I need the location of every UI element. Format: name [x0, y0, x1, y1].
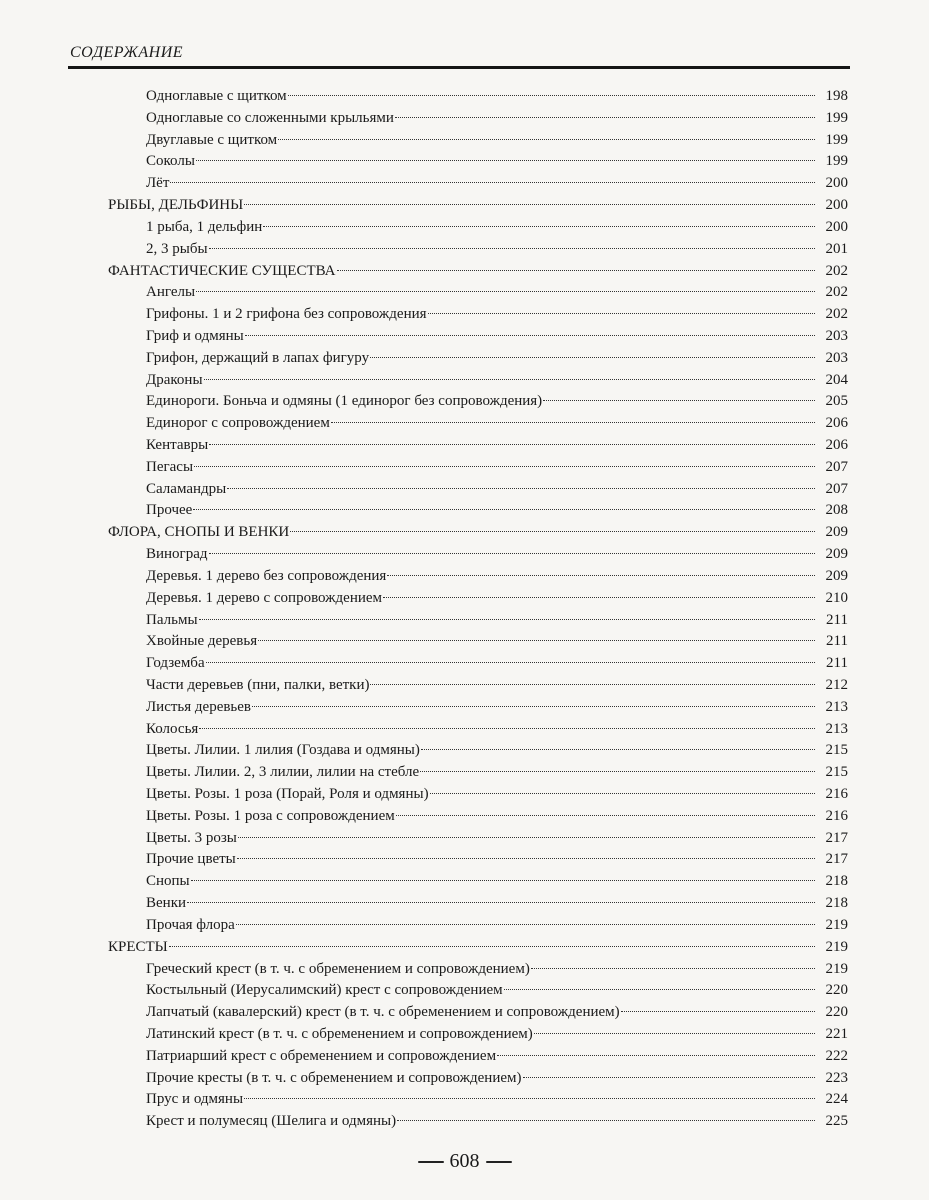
toc-entry-row	[0, 304, 929, 326]
header-rule	[68, 66, 850, 69]
dot-leader	[169, 946, 815, 947]
dot-leader	[497, 1055, 815, 1056]
toc-entry-row	[0, 1111, 929, 1133]
toc-entry-row	[0, 959, 929, 981]
toc-entry-label: Костыльный (Иерусалимский) крест с сопровождением	[146, 982, 503, 999]
toc-entry-row	[0, 653, 929, 675]
toc-entry-label: Деревья. 1 дерево без сопровождения	[146, 567, 387, 584]
toc-entry-label: Латинский крест (в т. ч. с обременением и сопровождением)	[146, 1025, 533, 1042]
toc-page-number: 221	[825, 1025, 848, 1042]
dot-leader	[370, 357, 815, 358]
toc-page-number: 217	[825, 829, 848, 846]
dot-leader	[236, 924, 815, 925]
toc-page-number: 199	[825, 153, 848, 170]
toc-entry-label: Пальмы	[146, 611, 198, 628]
dot-leader	[199, 728, 815, 729]
toc-page-number: 220	[825, 982, 848, 999]
toc-page-number: 225	[825, 1113, 848, 1130]
toc-entry-label: Цветы. Лилии. 1 лилия (Гоздава и одмяны)	[146, 742, 420, 759]
toc-entry-row	[0, 151, 929, 173]
toc-entry-row	[0, 871, 929, 893]
toc-page-number: 203	[825, 327, 848, 344]
toc-page-number: 205	[825, 393, 848, 410]
dot-leader	[209, 444, 815, 445]
footer-dash-left	[418, 1161, 444, 1163]
toc-entry-label: Венки	[146, 895, 187, 912]
toc-entry-row	[0, 413, 929, 435]
toc-entry-row	[0, 108, 929, 130]
dot-leader	[263, 226, 815, 227]
toc-entry-label: 1 рыба, 1 дельфин	[146, 218, 263, 235]
toc-page-number: 202	[825, 284, 848, 301]
toc-entry-row	[0, 173, 929, 195]
toc-page-number: 217	[825, 851, 848, 868]
toc-entry-label: Грифон, держащий в лапах фигуру	[146, 349, 370, 366]
dot-leader	[209, 248, 815, 249]
table-of-contents	[0, 86, 929, 1133]
toc-entry-label: ФЛОРА, СНОПЫ И ВЕНКИ	[108, 524, 290, 541]
toc-entry-label: Саламандры	[146, 480, 227, 497]
dot-leader	[397, 1120, 815, 1121]
toc-page-number: 211	[826, 633, 848, 650]
toc-entry-label: Ангелы	[146, 284, 196, 301]
toc-entry-label: КРЕСТЫ	[108, 938, 168, 955]
toc-page-number: 219	[825, 938, 848, 955]
toc-entry-row	[0, 457, 929, 479]
toc-page-number: 218	[825, 873, 848, 890]
toc-entry-row	[0, 217, 929, 239]
toc-entry-label: Цветы. Розы. 1 роза (Порай, Роля и одмяны)	[146, 786, 429, 802]
toc-entry-label: Прочие кресты (в т. ч. с обременением и сопровождением)	[146, 1069, 522, 1086]
toc-page-number: 211	[826, 611, 848, 628]
toc-entry-label: Греческий крест (в т. ч. с обременением и сопровождением)	[146, 960, 530, 977]
toc-page-number: 201	[825, 240, 848, 257]
toc-entry-row	[0, 1089, 929, 1111]
toc-entry-row	[0, 1046, 929, 1068]
dot-leader	[258, 640, 815, 641]
toc-entry-label: Крест и полумесяц (Шелига и одмяны)	[146, 1113, 397, 1130]
dot-leader	[420, 771, 815, 772]
dot-leader	[193, 509, 815, 510]
toc-entry-label: Снопы	[146, 873, 190, 890]
toc-page-number: 199	[825, 131, 848, 148]
toc-section-row	[0, 937, 929, 959]
toc-entry-row	[0, 675, 929, 697]
toc-section-row	[0, 261, 929, 283]
toc-entry-row	[0, 391, 929, 413]
dot-leader	[290, 531, 815, 532]
toc-entry-row	[0, 86, 929, 108]
toc-page-number: 207	[825, 458, 848, 475]
toc-page-number: 202	[825, 306, 848, 323]
dot-leader	[244, 1098, 815, 1099]
toc-entry-label: Единороги. Боньча и одмяны (1 единорог без сопровождения)	[146, 393, 543, 410]
dot-leader	[187, 902, 815, 903]
toc-page-number: 218	[825, 895, 848, 912]
toc-page-number: 207	[825, 480, 848, 497]
dot-leader	[396, 815, 815, 816]
toc-entry-row	[0, 544, 929, 566]
toc-entry-row	[0, 130, 929, 152]
toc-page-number: 200	[825, 197, 848, 214]
toc-entry-row	[0, 566, 929, 588]
toc-entry-row	[0, 282, 929, 304]
toc-entry-label: Цветы. Лилии. 2, 3 лилии, лилии на стебле	[146, 764, 420, 781]
footer-dash-right	[486, 1161, 512, 1163]
toc-entry-row	[0, 239, 929, 261]
toc-entry-label: Кентавры	[146, 437, 209, 453]
toc-page-number: 206	[825, 415, 848, 432]
toc-page-number: 209	[825, 546, 848, 563]
toc-entry-label: Соколы	[146, 153, 195, 170]
toc-page-number: 202	[825, 262, 848, 279]
toc-page-number: 200	[825, 175, 848, 192]
toc-entry-row	[0, 893, 929, 915]
toc-entry-label: Цветы. Розы. 1 роза с сопровождением	[146, 807, 395, 824]
dot-leader	[238, 837, 815, 838]
page-number: 608	[449, 1150, 480, 1172]
toc-entry-label: Листья деревьев	[146, 698, 252, 715]
toc-entry-label: Патриарший крест с обременением и сопровождением	[146, 1047, 497, 1064]
toc-entry-row	[0, 762, 929, 784]
toc-entry-row	[0, 828, 929, 850]
dot-leader	[196, 291, 815, 292]
dot-leader	[504, 989, 815, 990]
toc-entry-row	[0, 980, 929, 1002]
toc-page-number: 210	[825, 589, 848, 606]
dot-leader	[421, 749, 815, 750]
toc-entry-row	[0, 719, 929, 741]
toc-entry-label: Единорог с сопровождением	[146, 415, 330, 432]
toc-section-row	[0, 195, 929, 217]
toc-entry-row	[0, 1024, 929, 1046]
toc-page-number: 209	[825, 567, 848, 584]
toc-entry-label: РЫБЫ, ДЕЛЬФИНЫ	[108, 197, 244, 214]
toc-page-number: 213	[825, 698, 848, 715]
dot-leader	[199, 619, 815, 620]
dot-leader	[534, 1033, 815, 1034]
toc-entry-row	[0, 784, 929, 806]
toc-entry-label: Годземба	[146, 655, 205, 672]
dot-leader	[278, 139, 815, 140]
toc-entry-row	[0, 435, 929, 457]
toc-entry-row	[0, 370, 929, 392]
dot-leader	[196, 160, 815, 161]
toc-entry-label: Прочее	[146, 502, 193, 519]
toc-entry-label: Хвойные деревья	[146, 633, 258, 650]
toc-entry-row	[0, 806, 929, 828]
toc-entry-row	[0, 588, 929, 610]
toc-entry-label: Части деревьев (пни, палки, ветки)	[146, 676, 370, 693]
dot-leader	[383, 597, 815, 598]
toc-page-number: 200	[825, 218, 848, 235]
toc-entry-row	[0, 1002, 929, 1024]
toc-page-number: 219	[825, 916, 848, 933]
toc-page-number: 216	[825, 807, 848, 824]
dot-leader	[194, 466, 815, 467]
dot-leader	[337, 270, 815, 271]
toc-page-number: 206	[825, 437, 848, 453]
toc-entry-label: Виноград	[146, 546, 208, 563]
toc-page-number: 209	[825, 524, 848, 541]
toc-entry-label: Одноглавые с щитком	[146, 88, 287, 104]
toc-entry-row	[0, 500, 929, 522]
dot-leader	[191, 880, 815, 881]
toc-entry-label: Лёт	[146, 175, 170, 192]
toc-entry-label: Колосья	[146, 720, 199, 737]
dot-leader	[252, 706, 815, 707]
dot-leader	[237, 858, 815, 859]
dot-leader	[387, 575, 815, 576]
toc-page-number: 224	[825, 1091, 848, 1108]
dot-leader	[370, 684, 815, 685]
toc-entry-row	[0, 326, 929, 348]
toc-entry-row	[0, 348, 929, 370]
toc-entry-row	[0, 631, 929, 653]
toc-page-number: 213	[825, 720, 848, 737]
dot-leader	[543, 400, 815, 401]
toc-entry-label: Прочие цветы	[146, 851, 236, 868]
toc-page-number: 222	[825, 1047, 848, 1064]
toc-entry-label: Лапчатый (кавалерский) крест (в т. ч. с обременением и сопровождением)	[146, 1004, 620, 1021]
dot-leader	[245, 335, 815, 336]
toc-entry-row	[0, 849, 929, 871]
toc-entry-row	[0, 610, 929, 632]
toc-entry-row	[0, 915, 929, 937]
toc-page-number: 198	[825, 88, 848, 104]
dot-leader	[430, 793, 815, 794]
dot-leader	[204, 379, 815, 380]
toc-entry-label: Прочая флора	[146, 916, 235, 933]
toc-section-row	[0, 522, 929, 544]
toc-entry-label: Деревья. 1 дерево с сопровождением	[146, 589, 383, 606]
dot-leader	[227, 488, 815, 489]
toc-entry-label: Гриф и одмяны	[146, 327, 244, 344]
toc-page-number: 208	[825, 502, 848, 519]
dot-leader	[288, 95, 815, 96]
toc-entry-label: 2, 3 рыбы	[146, 240, 208, 257]
toc-page-number: 212	[825, 676, 848, 693]
toc-entry-label: Цветы. 3 розы	[146, 829, 237, 846]
dot-leader	[531, 968, 815, 969]
dot-leader	[428, 313, 815, 314]
dot-leader	[331, 422, 815, 423]
dot-leader	[206, 662, 815, 663]
toc-page-number: 216	[825, 786, 848, 802]
page-footer	[0, 1150, 929, 1173]
toc-entry-label: ФАНТАСТИЧЕСКИЕ СУЩЕСТВА	[108, 262, 336, 279]
toc-page-number: 215	[825, 764, 848, 781]
toc-page-number: 199	[825, 109, 848, 126]
dot-leader	[395, 117, 815, 118]
toc-entry-row	[0, 479, 929, 501]
toc-page-number: 211	[826, 655, 848, 672]
toc-entry-row	[0, 697, 929, 719]
dot-leader	[244, 204, 815, 205]
toc-entry-row	[0, 740, 929, 762]
toc-page-number: 223	[825, 1069, 848, 1086]
toc-entry-label: Прус и одмяны	[146, 1091, 244, 1108]
toc-page-number: 219	[825, 960, 848, 977]
toc-page-number: 204	[825, 371, 848, 388]
toc-page-number: 220	[825, 1004, 848, 1021]
toc-entry-label: Пегасы	[146, 458, 194, 475]
toc-entry-label: Двуглавые с щитком	[146, 131, 278, 148]
toc-page-number: 203	[825, 349, 848, 366]
toc-entry-label: Драконы	[146, 371, 203, 388]
dot-leader	[523, 1077, 816, 1078]
running-header: СОДЕРЖАНИЕ	[70, 44, 184, 61]
toc-page-number: 215	[825, 742, 848, 759]
dot-leader	[621, 1011, 815, 1012]
dot-leader	[170, 182, 815, 183]
toc-entry-label: Одноглавые со сложенными крыльями	[146, 109, 394, 126]
dot-leader	[209, 553, 815, 554]
toc-entry-label: Грифоны. 1 и 2 грифона без сопровождения	[146, 306, 427, 323]
toc-entry-row	[0, 1068, 929, 1090]
